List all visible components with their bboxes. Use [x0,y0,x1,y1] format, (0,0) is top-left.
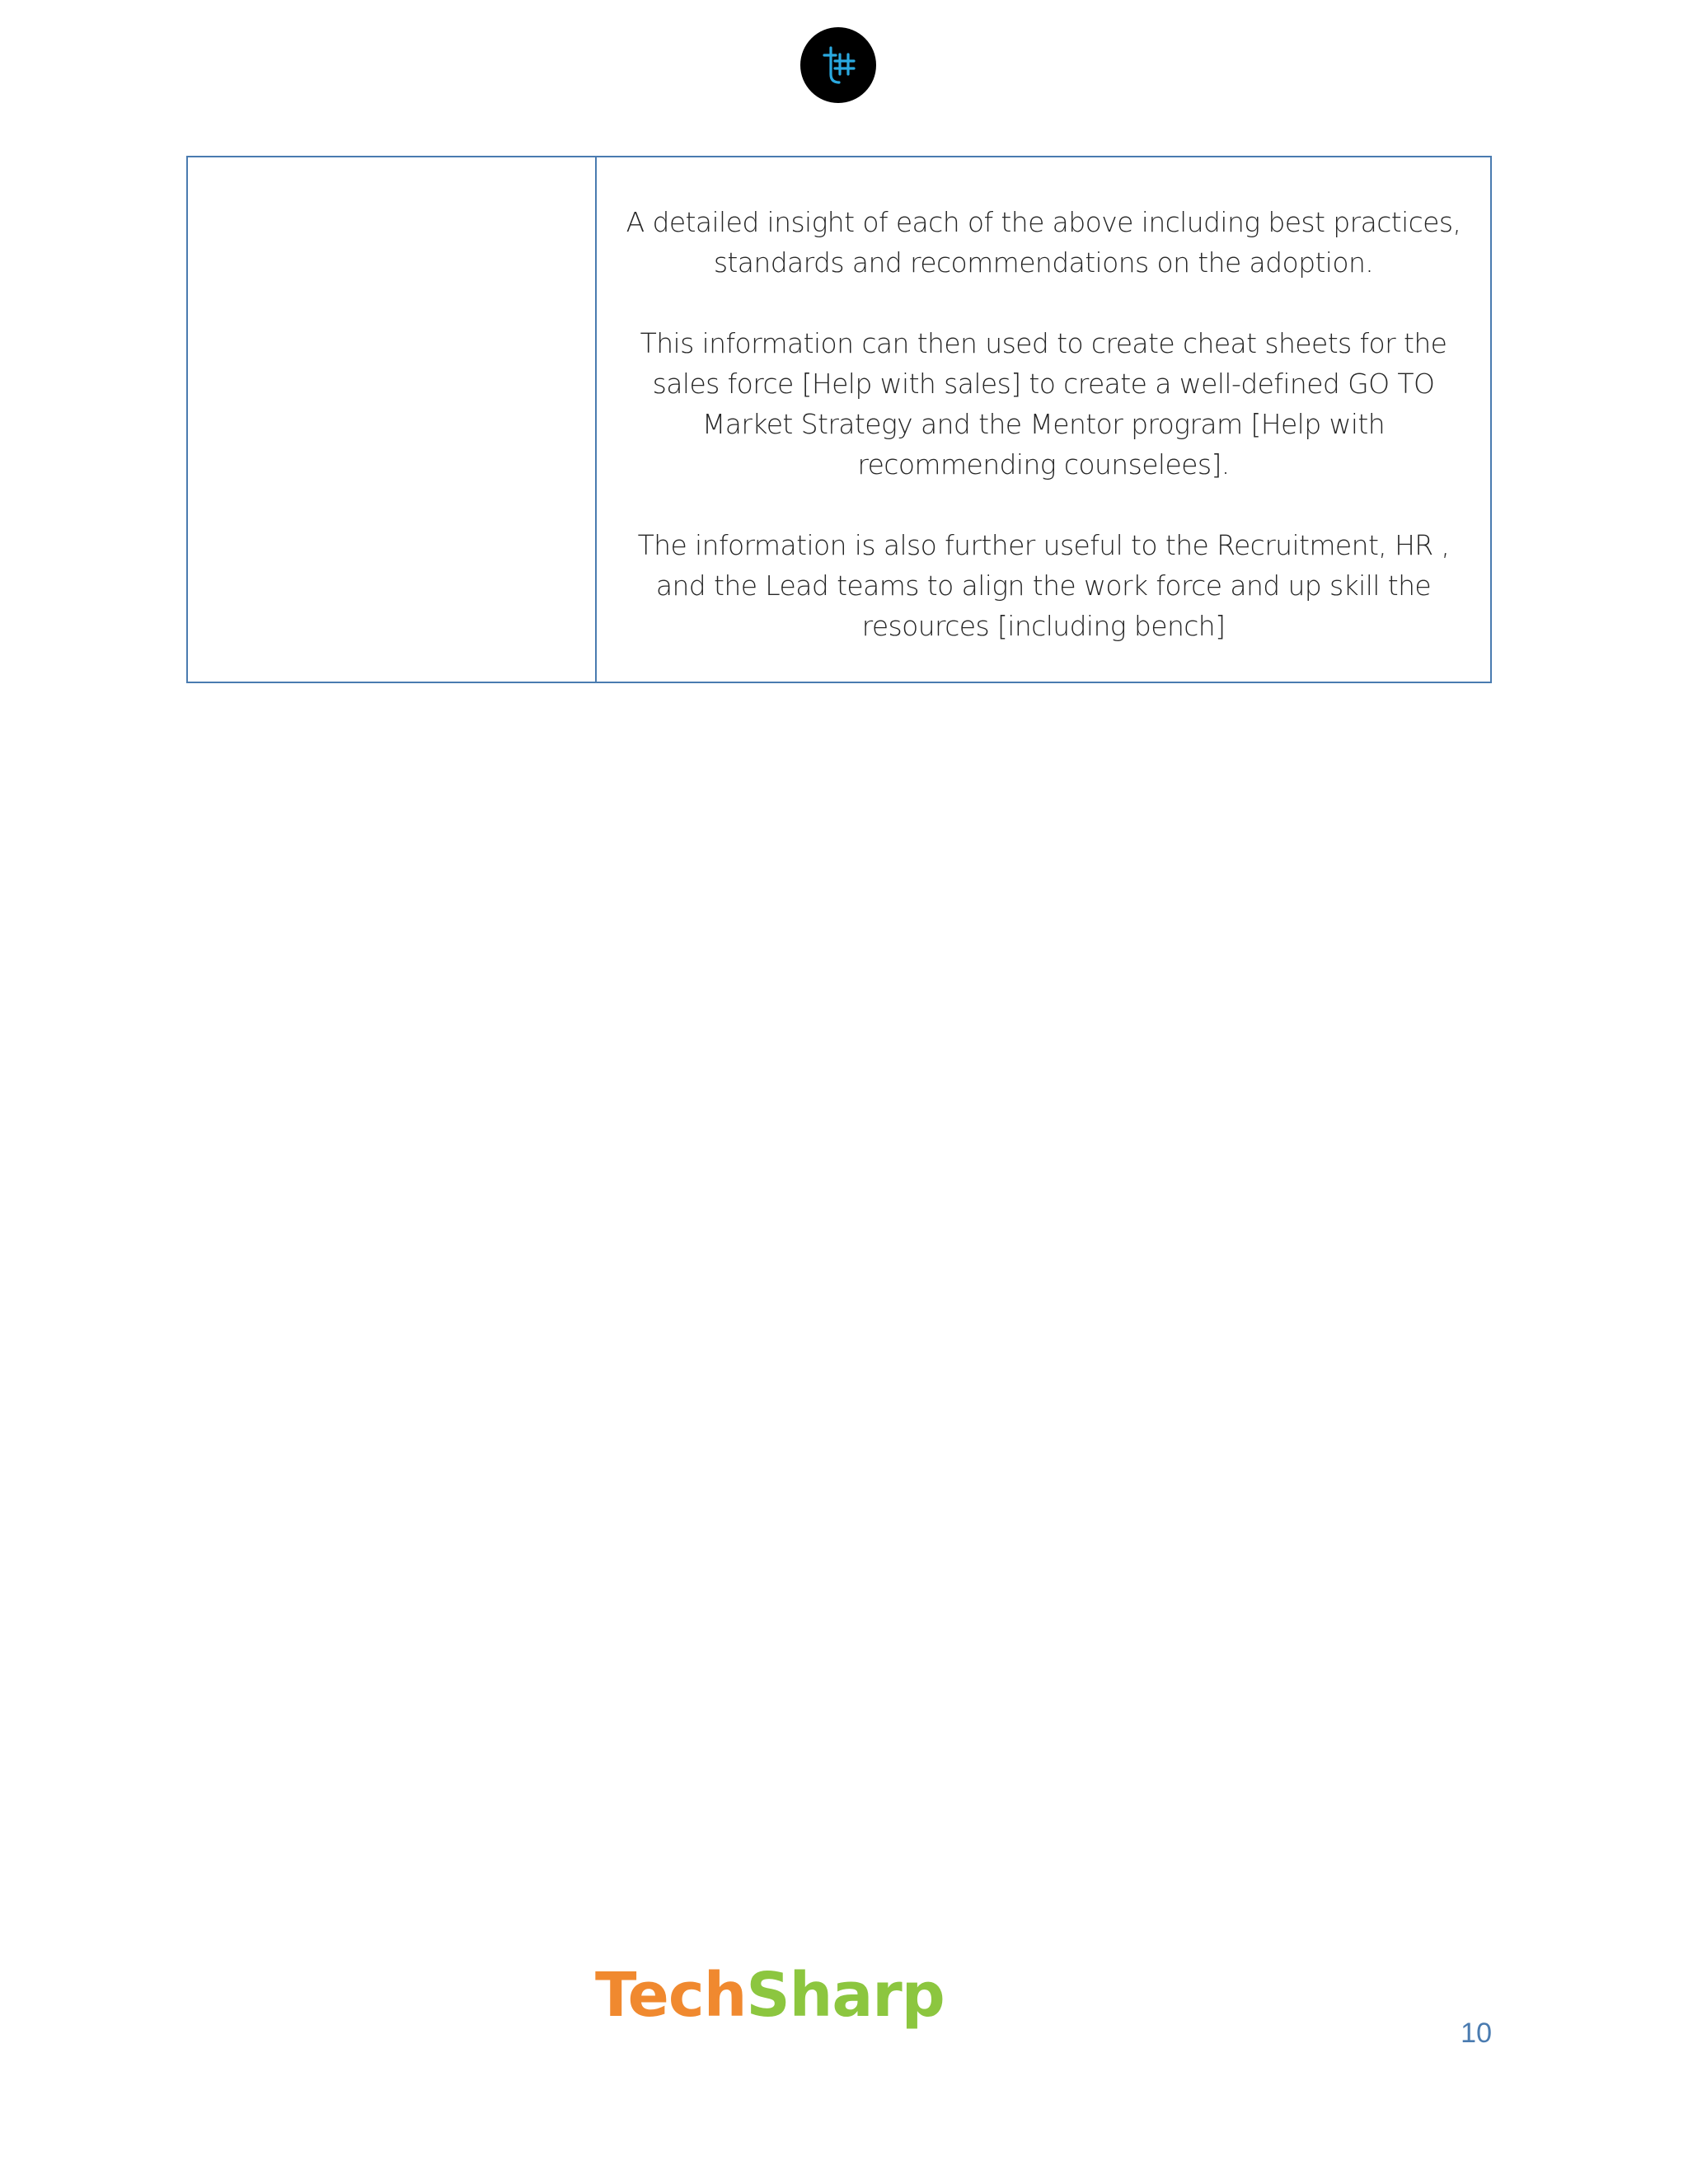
paragraph-cheat-sheets: This information can then used to create cheat sheets for the sales force [Help with sales] to create a well-defined GO TO Market Strategy and the Mentor program [Help with recommending counselees]. [640,327,1447,480]
brand-word-sharp: Sharp [746,1960,945,2031]
page-number: 10 [1461,2018,1492,2049]
table-cell-right [597,157,1490,682]
table-cell-left [188,157,597,682]
paragraph-insight: A detailed insight of each of the above including best practices, standards and recommendations on the adoption. [626,206,1461,279]
footer-brand-logo [595,1958,945,2032]
brand-word-tech: Tech [595,1960,747,2031]
tech-hash-logo-icon [814,41,862,89]
paragraph-recruitment: The information is also further useful to the Recruitment, HR , and the Lead teams to align the work force and up skill the resources [including bench] [637,529,1450,642]
content-table [186,156,1492,683]
header-logo [800,27,876,103]
